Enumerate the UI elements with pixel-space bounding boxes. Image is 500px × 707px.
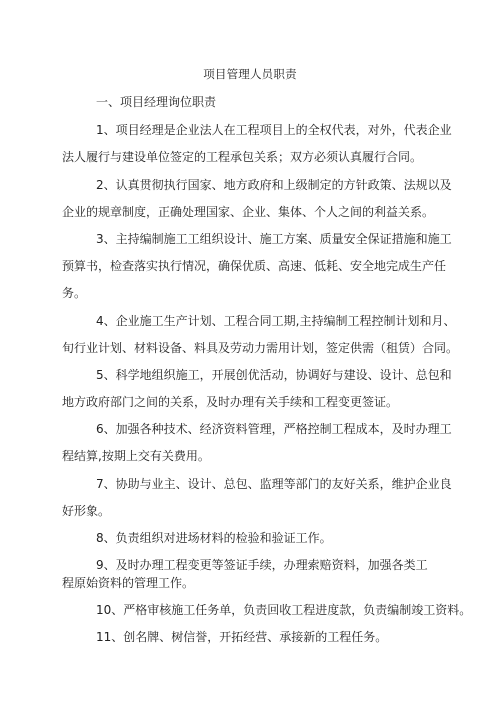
item-1-line-1: 1、项目经理是企业法人在工程项目上的全权代表，对外，代表企业 — [96, 123, 452, 137]
item-6-line-2: 程结算,按期上交有关费用。 — [62, 449, 210, 463]
item-7-line-2: 好形象。 — [62, 504, 111, 518]
item-7-line-1: 7、协助与业主、设计、总包、监理等部门的友好关系，维护企业良 — [96, 477, 452, 491]
section-heading: 一、项目经理询位职责 — [96, 95, 217, 109]
item-6-line-1: 6、加强各种技术、经济资料管理，严格控制工程成本，及时办理工 — [96, 422, 452, 436]
item-9-line-1: 9、及时办理工程变更等签证手续，办理索赔资料，加强各类工 — [96, 558, 428, 572]
item-2-line-1: 2、认真贯彻执行国家、地方政府和上级制定的方针政策、法规以及 — [96, 178, 452, 192]
item-2-line-2: 企业的规章制度，正确处理国家、企业、集体、个人之间的利益关系。 — [62, 205, 435, 219]
item-10-line-1: 10、严格审核施工任务单，负责回收工程进度款，负责编制竣工资料。 — [96, 603, 472, 617]
document-title: 项目管理人员职责 — [203, 67, 297, 81]
item-5-line-2: 地方政府部门之间的关系，及时办理有关手续和工程变更签证。 — [62, 395, 399, 409]
item-5-line-1: 5、科学地组织施工，开展创优活动，协调好与建设、设计、总包和 — [96, 368, 452, 382]
item-9-line-2: 程原始资料的管理工作。 — [62, 576, 195, 590]
item-3-line-1: 3、主持编制施工工组织设计、施工方案、质量安全保证措施和施工 — [96, 232, 452, 246]
item-3-line-2: 预算书，检查落实执行情况，确保优质、高速、低耗、安全地完成生产任 — [62, 259, 447, 273]
item-1-line-2: 法人履行与建设单位签定的工程承包关系；双方必须认真履行合同。 — [62, 150, 423, 164]
item-8-line-1: 8、负责组织对进场材料的检验和验证工作。 — [96, 531, 332, 545]
item-3-line-3: 务。 — [62, 286, 87, 300]
item-11-line-1: 11、创名牌、树信誉，开拓经营、承接新的工程任务。 — [96, 630, 388, 644]
item-4-line-2: 旬行业计划、材料设备、料具及劳动力需用计划，签定供需（租赁）合同。 — [62, 341, 459, 355]
item-4-line-1: 4、企业施工生产计划、工程合同工期,主持编制工程控制计划和月、 — [96, 314, 456, 328]
